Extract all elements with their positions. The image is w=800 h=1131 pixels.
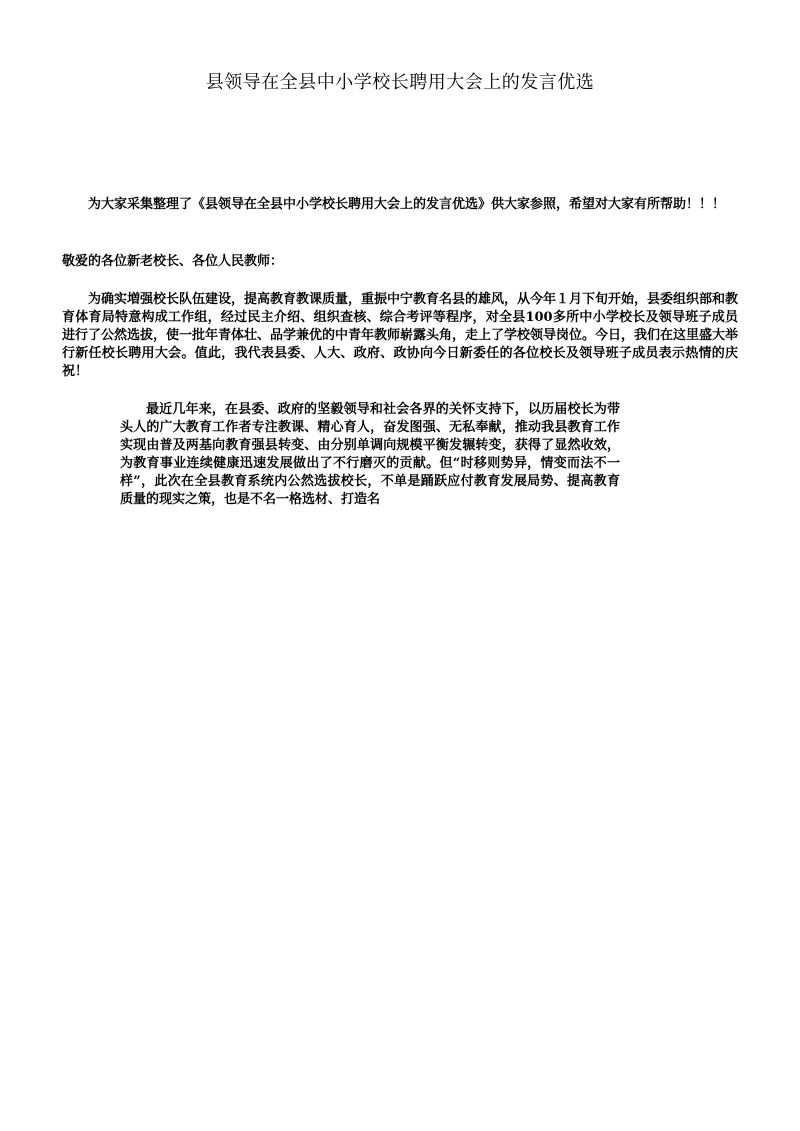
intro-paragraph: 为大家采集整理了《县领导在全县中小学校长聘用大会上的发言优选》供大家参照，希望对大家有所帮助！！！ [88, 197, 726, 212]
body-paragraph-1: 为确实増强校长队伍建设，提高教育教课质量，重振中宁教育名县的雄风，从今年１月下旬开始，县委组织部和教育体育局特意构成工作组，经过民主介绍、组织查核、综合考评等程序，对全县100多所中小学校长及领导班子成员进行了公然选拔，使一批年青体壮、品学兼优的中青年教师崭露头角，走上了学校领导岗位。今日，我们在这里盛大举行新任校长聘用大会。值此，我代表县委、人大、政府、政协向今日新委任的各位校长及领导班子成员表示热情的庆祝！ [62, 292, 739, 379]
document-title: 县领导在全县中小学校长聘用大会上的发言优选 [205, 72, 595, 93]
body-paragraph-2: 最近几年来，在县委、政府的坚毅领导和社会各界的关怀支持下，以历届校长为带头人的广大教育工作者专注教课、精心育人，奋发图强、无私奉献，推动我县教育工作实现由普及两基向教育强县转变、由分别单调向规模平衡发辗转变，获得了显然收效，为教育事业连续健康迅速发展做出了不行磨灭的贡献。但“时移则势异，情变而法不一样”，此次在全县教育系统内公然选拔校长，不单是踊跃应付教育发展局势、提高教育质量的现实之策，也是不名一格选材、打造名 [120, 402, 620, 507]
salutation: 敬爱的各位新老校长、各位人民教师： [62, 254, 284, 269]
